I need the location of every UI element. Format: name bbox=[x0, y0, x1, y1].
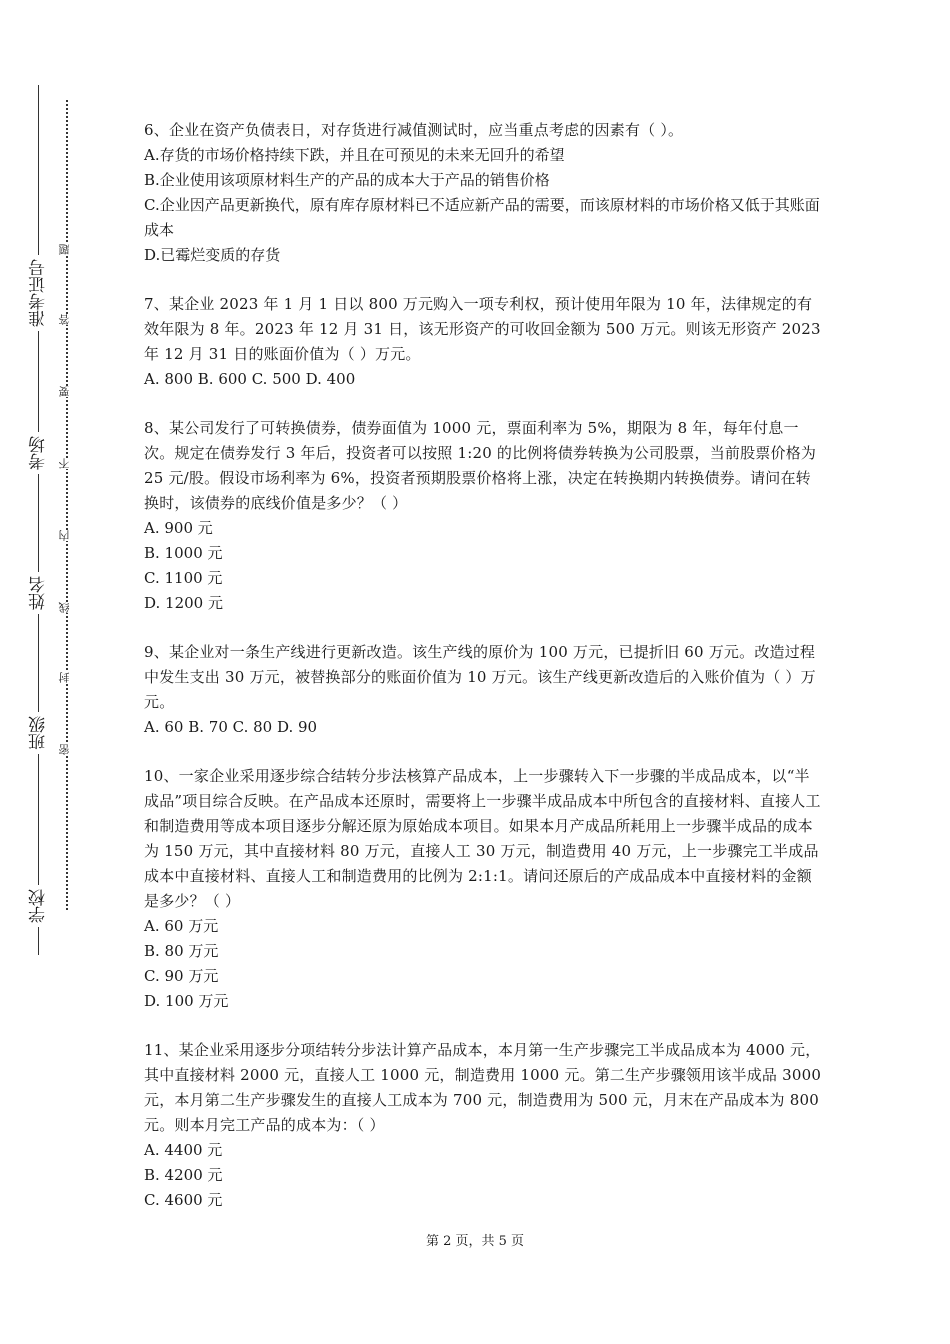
label-exam-room: 考场 bbox=[22, 432, 56, 474]
seal-char: 内 bbox=[58, 530, 76, 541]
option: C.企业因产品更新换代，原有库存原材料已不适应新产品的需要，而该原材料的市场价格又低于其账面成本 bbox=[144, 196, 820, 239]
option: A. 800 B. 600 C. 500 D. 400 bbox=[144, 370, 356, 388]
option: A. 900 元 bbox=[144, 519, 213, 537]
option: B. 4200 元 bbox=[144, 1166, 223, 1184]
option: A. 60 万元 bbox=[144, 917, 219, 935]
seal-char: 不 bbox=[58, 458, 76, 469]
option: D. 1200 元 bbox=[144, 594, 223, 612]
binding-dotted-line bbox=[66, 100, 68, 910]
seal-char: 封 bbox=[58, 672, 76, 683]
seal-char: 答 bbox=[58, 314, 76, 325]
binding-solid-line bbox=[38, 85, 39, 955]
option: C. 90 万元 bbox=[144, 967, 219, 985]
option: D. 100 万元 bbox=[144, 992, 229, 1010]
seal-char: 要 bbox=[58, 386, 76, 397]
question-stem: 7、某企业 2023 年 1 月 1 日以 800 万元购入一项专利权，预计使用年限为 10 年，法律规定的有效年限为 8 年。2023 年 12 月 31 日，该无形资产的可收回金额为 500 万元。则该无形资产 2023 年 12 月 31 日的账面价值为（ ）万元。 bbox=[144, 295, 821, 363]
option: B.企业使用该项原材料生产的产品的成本大于产品的销售价格 bbox=[144, 171, 550, 189]
option: A. 4400 元 bbox=[144, 1141, 223, 1159]
question-stem: 10、一家企业采用逐步综合结转分步法核算产品成本，上一步骤转入下一步骤的半成品成本，以“半成品”项目综合反映。在产品成本还原时，需要将上一步骤半成品成本中所包含的直接材料、直接人工和制造费用等成本项目逐步分解还原为原始成本项目。如果本月产成品所耗用上一步骤半成品的成本为 150 万元，其中直接材料 80 万元，直接人工 30 万元，制造费用 40 万元，上一步骤完工半成品成本中直接材料、直接人工和制造费用的比例为 2:1:1。请问还原后的产成品成本中直接材料的金额是多少？（ ） bbox=[144, 767, 821, 910]
option: C. 1100 元 bbox=[144, 569, 223, 587]
question-11 bbox=[144, 1038, 824, 1213]
question-list bbox=[144, 118, 824, 1237]
label-class: 班级 bbox=[22, 712, 56, 754]
option: B. 80 万元 bbox=[144, 942, 219, 960]
binding-strip bbox=[0, 0, 120, 1344]
option: C. 4600 元 bbox=[144, 1191, 223, 1209]
option: D.已霉烂变质的存货 bbox=[144, 246, 281, 264]
question-8 bbox=[144, 416, 824, 616]
label-name: 姓名 bbox=[22, 572, 56, 614]
question-stem: 8、某公司发行了可转换债券，债券面值为 1000 元，票面利率为 5%，期限为 8 年，每年付息一次。规定在债券发行 3 年后，投资者可以按照 1:20 的比例将债券转换为公司股票，当前股票价格为 25 元/股。假设市场利率为 6%，投资者预期股票价格将上涨，决定在转换期内转换债券。请问在转换时，该债券的底线价值是多少？（ ） bbox=[144, 419, 817, 512]
question-stem: 6、企业在资产负债表日，对存货进行减值测试时，应当重点考虑的因素有（ ）。 bbox=[144, 121, 684, 139]
option: B. 1000 元 bbox=[144, 544, 223, 562]
label-exam-number: 准考证号 bbox=[22, 255, 56, 331]
question-stem: 9、某企业对一条生产线进行更新改造。该生产线的原价为 100 万元，已提折旧 60 万元。改造过程中发生支出 30 万元，被替换部分的账面价值为 10 万元。该生产线更新改造后的入账价值为（ ）万元。 bbox=[144, 643, 816, 711]
seal-char: 题 bbox=[58, 244, 76, 255]
question-6 bbox=[144, 118, 824, 268]
seal-char: 密 bbox=[58, 744, 76, 755]
option: A.存货的市场价格持续下跌，并且在可预见的未来无回升的希望 bbox=[144, 146, 565, 164]
question-7 bbox=[144, 292, 824, 392]
page-number: 第 2 页，共 5 页 bbox=[425, 1234, 525, 1249]
seal-char: 线 bbox=[58, 602, 76, 613]
question-stem: 11、某企业采用逐步分项结转分步法计算产品成本，本月第一生产步骤完工半成品成本为 4000 元，其中直接材料 2000 元，直接人工 1000 元，制造费用 1000 元。第二生产步骤领用该半成品 3000 元，本月第二生产步骤发生的直接人工成本为 700 元，制造费用为 500 元，月末在产品成本为 800 元。则本月完工产品的成本为：（ ） bbox=[144, 1041, 822, 1134]
option: A. 60 B. 70 C. 80 D. 90 bbox=[144, 718, 318, 736]
label-school: 学校 bbox=[22, 885, 56, 927]
question-9 bbox=[144, 640, 824, 740]
question-10 bbox=[144, 764, 824, 1014]
